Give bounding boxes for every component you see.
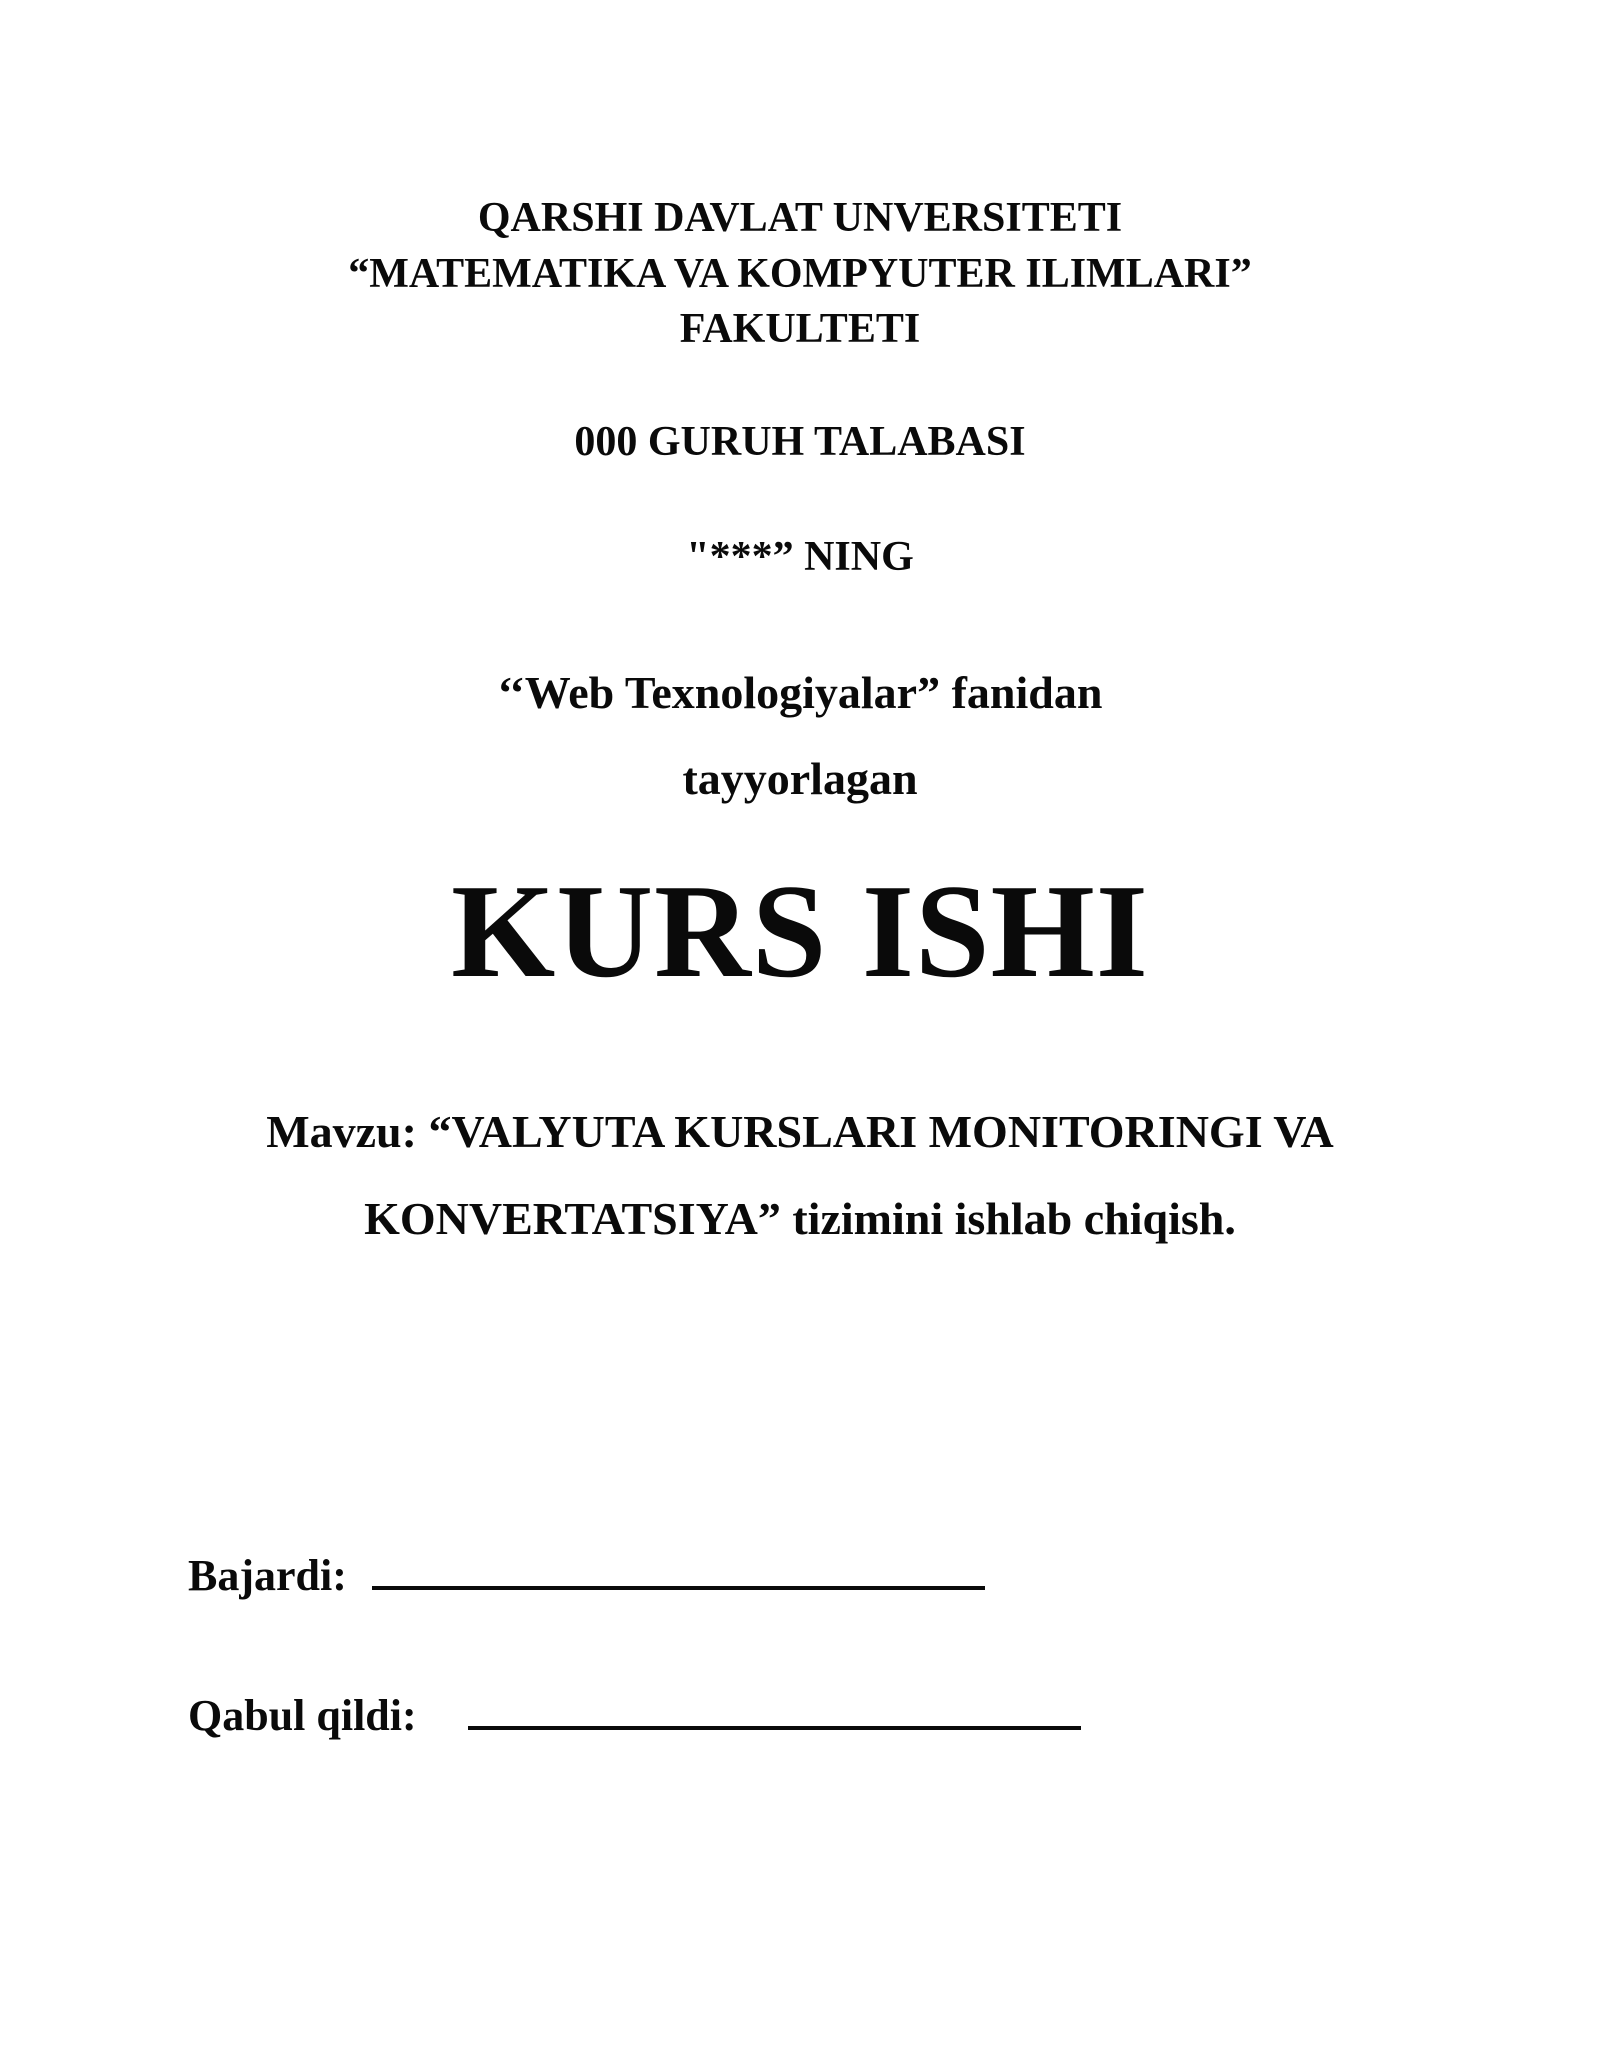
document-title: KURS ISHI	[451, 857, 1149, 1005]
subject-line: ‘‘Web Texnologiyalar” fanidan	[497, 667, 1103, 718]
topic-line-2: KONVERTATSIYA” tizimini ishlab chiqish.	[364, 1193, 1236, 1244]
accepted-signature-line	[468, 1688, 1081, 1730]
topic-line-1: Mavzu: “VALYUTA KURSLARI MONITORINGI VA	[266, 1106, 1334, 1157]
performed-label: Bajardi:	[188, 1551, 347, 1600]
prepared-line: tayyorlagan	[682, 753, 918, 804]
faculty-name: “MATEMATIKA VA KOMPYUTER ILIMLARI”	[348, 251, 1252, 297]
accepted-label: Qabul qildi:	[188, 1691, 417, 1740]
accepted-row	[188, 1688, 1081, 1738]
student-name-line: "***” NING	[686, 534, 914, 580]
performed-signature-line	[372, 1548, 985, 1590]
university-name: QARSHI DAVLAT UNVERSITETI	[477, 195, 1123, 241]
group-line: 000 GURUH TALABASI	[574, 419, 1026, 465]
performed-row	[188, 1548, 985, 1598]
faculty-word: FAKULTETI	[679, 306, 921, 352]
